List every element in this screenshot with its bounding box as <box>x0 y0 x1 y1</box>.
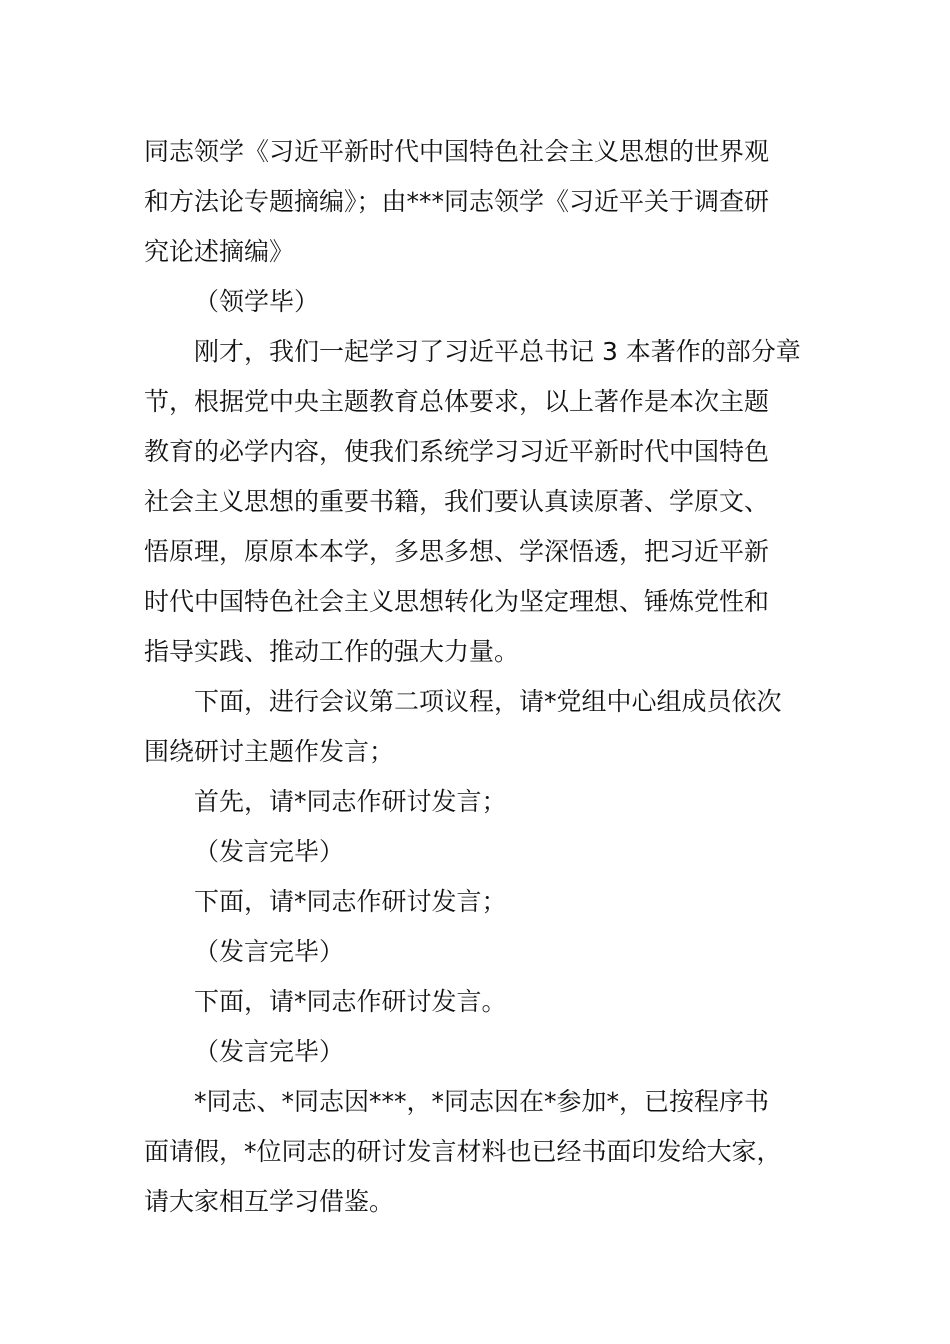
text-line: 时代中国特色社会主义思想转化为坚定理想、锤炼党性和 <box>144 587 770 616</box>
text-line: 悟原理，原原本本学，多思多想、学深悟透，把习近平新 <box>144 537 770 566</box>
text-line: 指导实践、推动工作的强大力量。 <box>144 637 520 666</box>
text-line: 同志领学《习近平新时代中国特色社会主义思想的世界观 <box>144 137 770 166</box>
text-line: 节，根据党中央主题教育总体要求，以上著作是本次主题 <box>144 387 770 416</box>
text-line: （发言完毕） <box>194 937 345 966</box>
text-line: 刚才，我们一起学习了习近平总书记 3 本著作的部分章 <box>194 337 801 366</box>
text-line: （发言完毕） <box>194 1037 345 1066</box>
text-line: *同志、*同志因***，*同志因在*参加*，已按程序书 <box>194 1087 770 1116</box>
text-line: 下面，请*同志作研讨发言； <box>194 887 507 916</box>
text-line: 和方法论专题摘编》；由***同志领学《习近平关于调查研 <box>144 187 770 216</box>
text-line: （发言完毕） <box>194 837 345 866</box>
document-body <box>144 127 808 1227</box>
text-line: 请大家相互学习借鉴。 <box>144 1187 395 1216</box>
text-line: 围绕研讨主题作发言； <box>144 737 395 766</box>
text-line: 面请假，*位同志的研讨发言材料也已经书面印发给大家， <box>144 1137 782 1166</box>
text-line: （领学毕） <box>194 287 320 316</box>
text-line: 社会主义思想的重要书籍，我们要认真读原著、学原文、 <box>144 487 770 516</box>
text-line: 首先，请*同志作研讨发言； <box>194 787 507 816</box>
text-line: 究论述摘编》 <box>144 237 295 266</box>
text-line: 下面，进行会议第二项议程，请*党组中心组成员依次 <box>194 687 782 716</box>
text-line: 教育的必学内容，使我们系统学习习近平新时代中国特色 <box>144 437 770 466</box>
text-line: 下面，请*同志作研讨发言。 <box>194 987 507 1016</box>
